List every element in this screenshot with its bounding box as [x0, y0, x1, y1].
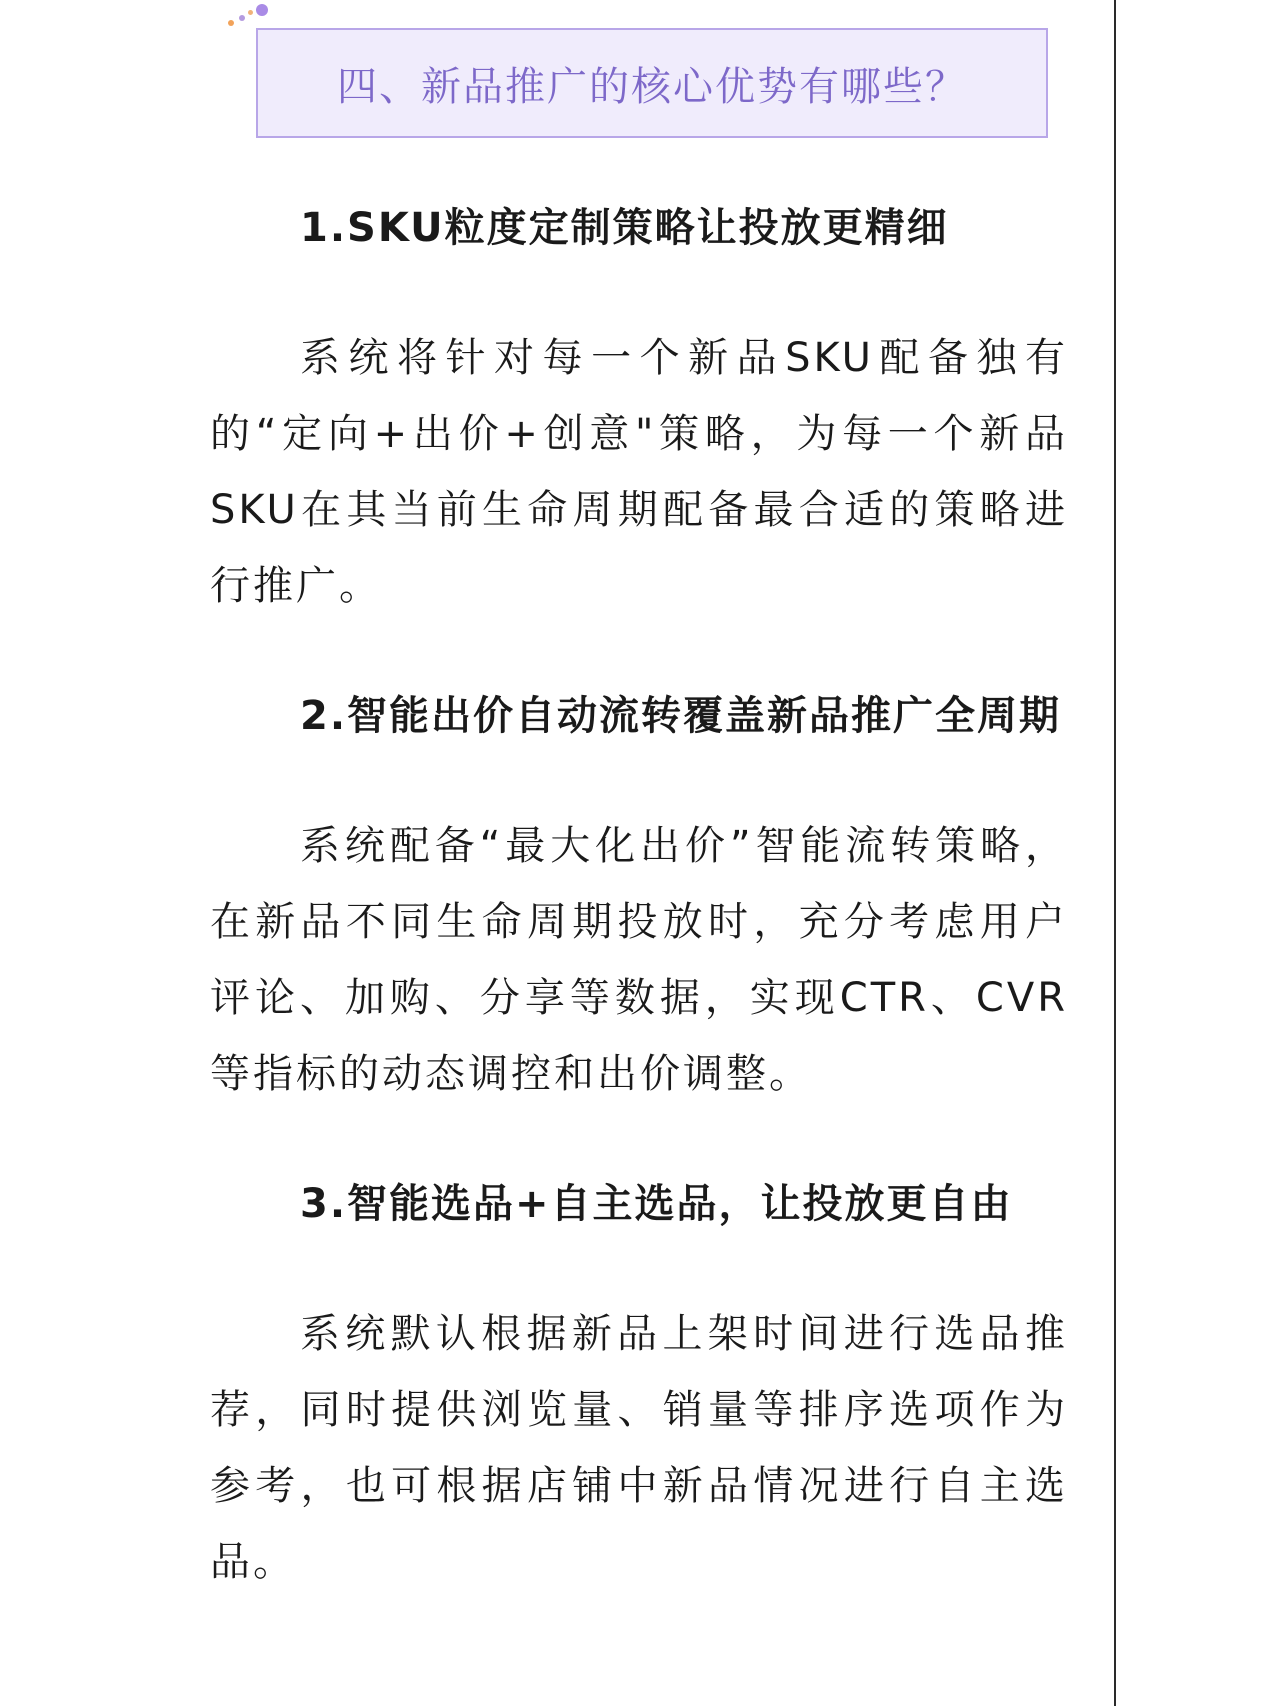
decorative-dots: [228, 4, 268, 28]
section-title-box: [256, 28, 1048, 138]
item-heading-2: 2.智能出价自动流转覆盖新品推广全周期: [300, 693, 1062, 739]
item-heading-3: 3.智能选品+自主选品，让投放更自由: [300, 1181, 1013, 1227]
article-body: [210, 190, 1068, 1600]
purple-dot: [256, 4, 268, 16]
section-title: 四、新品推广的核心优势有哪些？: [337, 63, 967, 110]
item-body-3: 系统默认根据新品上架时间进行选品推荐，同时提供浏览量、销量等排序选项作为参考，也可根据店铺中新品情况进行自主选品。: [210, 1311, 1068, 1585]
item-body-2: 系统配备“最大化出价”智能流转策略，在新品不同生命周期投放时，充分考虑用户评论、加购、分享等数据，实现CTR、CVR等指标的动态调控和出价调整。: [210, 823, 1068, 1097]
orange-dot-small: [248, 10, 253, 15]
item-heading-1: 1.SKU粒度定制策略让投放更精细: [300, 205, 949, 251]
page-edge-divider: [1114, 0, 1116, 1706]
purple-dot-small: [239, 15, 245, 21]
item-body-1: 系统将针对每一个新品SKU配备独有的“定向+出价+创意"策略，为每一个新品SKU在其当前生命周期配备最合适的策略进行推广。: [210, 335, 1068, 609]
orange-dot: [228, 20, 234, 26]
